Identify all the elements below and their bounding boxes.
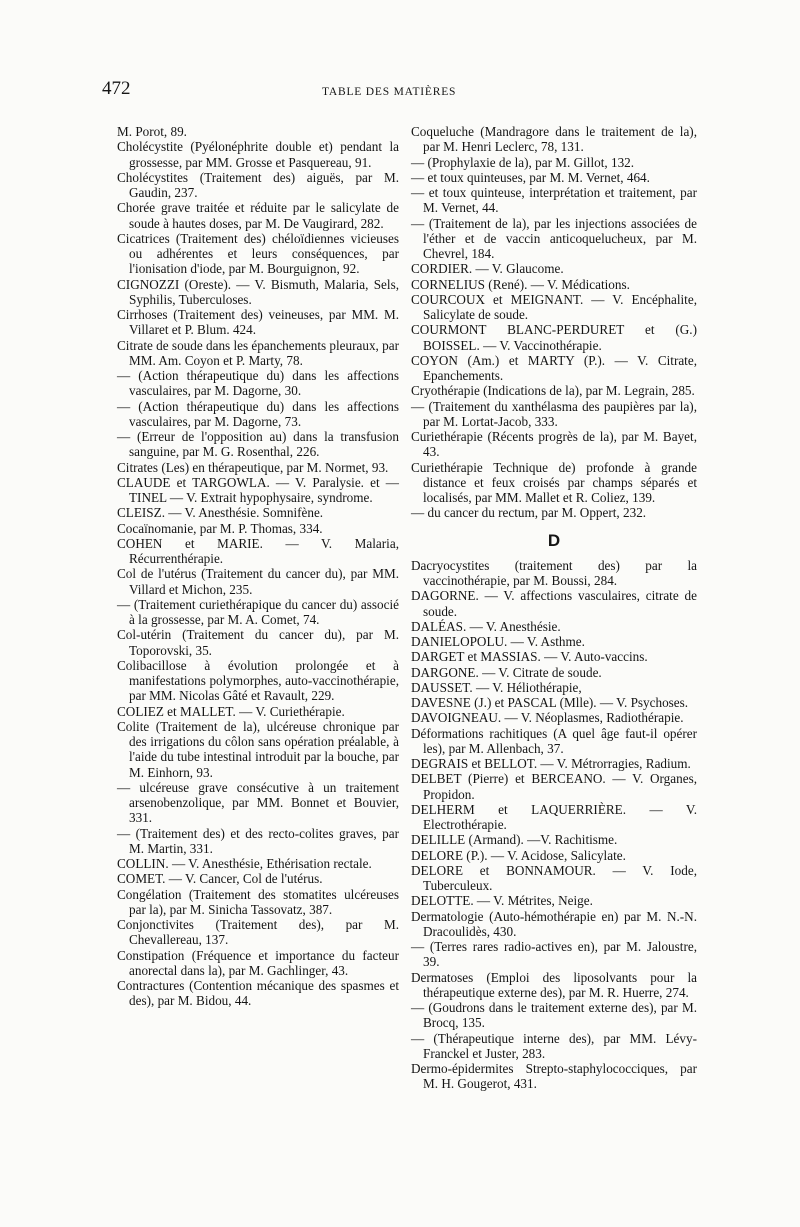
index-entry: DELORE et BONNAMOUR. — V. Iode, Tuberculeux. [411,862,697,893]
index-entry: M. Porot, 89. [117,124,187,139]
index-entry: Citrate de soude dans les épanchements pleuraux, par MM. Am. Coyon et P. Marty, 78. [117,337,399,368]
index-entry: — (Traitement curiethérapique du cancer du) associé à la grossesse, par M. A. Comet, 74. [117,596,399,627]
running-title: TABLE DES MATIÈRES [322,86,457,98]
index-entry: DAGORNE. — V. affections vasculaires, citrate de soude. [411,588,697,619]
index-entry: — et toux quinteuse, interprétation et traitement, par M. Vernet, 44. [411,185,697,216]
index-entry: Col-utérin (Traitement du cancer du), par M. Toporovski, 35. [117,627,399,658]
index-entry: Cirrhoses (Traitement des) veineuses, par MM. M. Villaret et P. Blum. 424. [117,307,399,338]
index-entry: Congélation (Traitement des stomatites ulcéreuses par la), par M. Sinicha Tassovatz, 387. [117,886,399,917]
index-entry: COLIEZ et MALLET. — V. Curiethérapie. [117,703,345,719]
index-entry: — (Traitement de la), par les injections associées de l'éther et de vaccin anticoquelucheux, par M. Chevrel, 184. [411,215,697,261]
index-entry: — (Action thérapeutique du) dans les affections vasculaires, par M. Dagorne, 30. [117,368,399,399]
index-entry: — (Goudrons dans le traitement externe des), par M. Brocq, 135. [411,1000,697,1031]
index-entry: Cicatrices (Traitement des) chéloïdiennes vicieuses ou adhérentes et leurs conséquences, par l'ionisation d'iode, par M. Bourguignon, 92. [117,230,399,277]
index-entry: Cholécystite (Pyélonéphrite double et) pendant la grossesse, par MM. Grosse et Pasquereau, 91. [117,139,399,170]
index-entry: Dermo-épidermites Strepto-staphylococciques, par M. H. Gougerot, 431. [411,1061,697,1092]
right-column [411,124,697,1092]
index-entry: DAVESNE (J.) et PASCAL (Mlle). — V. Psychoses. [411,695,689,710]
index-entry: DELORE (P.). — V. Acidose, Salicylate. [411,847,626,863]
right-column-c-entries [411,124,697,521]
index-entry: CORNELIUS (René). — V. Médications. [411,276,630,292]
index-entry: — (Action thérapeutique du) dans les affections vasculaires, par M. Dagorne, 73. [117,398,399,429]
index-entry: DAVOIGNEAU. — V. Néoplasmes, Radiothérapie. [411,710,684,726]
index-entry: DELOTTE. — V. Métrites, Neige. [411,893,593,909]
index-entry: CLAUDE et TARGOWLA. — V. Paralysie. et — TINEL — V. Extrait hypophysaire, syndrome. [117,474,399,505]
index-entry: — (Traitement des) et des recto-colites graves, par M. Martin, 331. [117,825,399,856]
index-entry: CIGNOZZI (Oreste). — V. Bismuth, Malaria, Sels, Syphilis, Tuberculoses. [117,276,399,307]
index-entry: Colite (Traitement de la), ulcéreuse chronique par des irrigations du côlon sans opération préalable, à l'aide du tube intestinal introduit par la bouche, par M. Einhorn, 93. [117,718,399,780]
index-entry: DARGONE. — V. Citrate de soude. [411,664,602,680]
index-entry: Col de l'utérus (Traitement du cancer du), par MM. Villard et Michon, 235. [117,566,399,597]
index-entry: Dermatologie (Auto-hémothérapie en) par M. N.-N. Dracoulidès, 430. [411,908,697,939]
index-entry: — et toux quinteuses, par M. M. Vernet, 464. [411,169,650,185]
right-column-d-entries [411,558,697,1092]
index-entry: CORDIER. — V. Glaucome. [411,261,564,277]
index-entry: Curiethérapie (Récents progrès de la), par M. Bayet, 43. [411,429,697,460]
index-entry: COMET. — V. Cancer, Col de l'utérus. [117,871,323,887]
index-entry: Cocaïnomanie, par M. P. Thomas, 334. [117,520,323,536]
index-entry: Cryothérapie (Indications de la), par M. Legrain, 285. [411,383,695,399]
index-entry: Coqueluche (Mandragore dans le traitement de la), par M. Henri Leclerc, 78, 131. [411,124,697,155]
index-entry: Dacryocystites (traitement des) par la vaccinothérapie, par M. Boussi, 284. [411,557,697,588]
index-entry: Déformations rachitiques (A quel âge faut-il opérer les), par M. Allenbach, 37. [411,725,697,756]
index-entry: DALÉAS. — V. Anesthésie. [411,618,561,634]
index-entry: — ulcéreuse grave consécutive à un traitement arsenobenzolique, par MM. Bonnet et Bouvier, 331. [117,779,399,826]
index-entry: COLLIN. — V. Anesthésie, Ethérisation rectale. [117,856,372,871]
index-entry: COURCOUX et MEIGNANT. — V. Encéphalite, Salicylate de soude. [411,291,697,322]
index-entry: Conjonctivites (Traitement des), par M. Chevallereau, 137. [117,917,399,948]
index-entry: — (Prophylaxie de la), par M. Gillot, 132. [411,154,635,170]
index-entry: COYON (Am.) et MARTY (P.). — V. Citrate, Epanchements. [411,352,697,383]
left-column [117,124,399,1009]
index-entry: Chorée grave traitée et réduite par le salicylate de soude à hautes doses, par M. De Vaugirard, 282. [117,200,399,231]
index-entry: COURMONT BLANC-PERDURET et (G.) BOISSEL. — V. Vaccinothérapie. [411,322,697,353]
index-entry: Colibacillose à évolution prolongée et à manifestations polymorphes, auto-vaccinothérapie, par MM. Nicolas Gâté et Ravault, 229. [117,657,399,704]
index-entry: Constipation (Fréquence et importance du facteur anorectal dans la), par M. Gachlinger, 43. [117,947,399,978]
index-entry: DELILLE (Armand). —V. Rachitisme. [411,832,618,848]
index-entry: Dermatoses (Emploi des liposolvants pour la thérapeutique externe des), par M. R. Huerre, 274. [411,969,697,1000]
index-entry: — du cancer du rectum, par M. Oppert, 232. [411,505,647,521]
index-entry: DEGRAIS et BELLOT. — V. Métrorragies, Radium. [411,756,691,771]
index-entry: DARGET et MASSIAS. — V. Auto-vaccins. [411,649,648,665]
index-entry: Citrates (Les) en thérapeutique, par M. Normet, 93. [117,459,389,475]
index-entry: DANIELOPOLU. — V. Asthme. [411,634,585,649]
index-entry: COHEN et MARIE. — V. Malaria, Récurrenthérapie. [117,535,399,566]
section-letter: D [547,530,561,550]
index-entry: Contractures (Contention mécanique des spasmes et des), par M. Bidou, 44. [117,978,399,1009]
index-entry: DELBET (Pierre) et BERCEANO. — V. Organes, Propidon. [411,771,697,802]
index-entry: — (Erreur de l'opposition au) dans la transfusion sanguine, par M. G. Rosenthal, 226. [117,429,399,460]
index-entry: Curiethérapie Technique de) profonde à grande distance et feux croisés par champs séparés et localisés, par MM. Mallet et R. Coliez, 139. [411,459,697,505]
page-number: 472 [102,78,131,99]
index-entry: — (Traitement du xanthélasma des paupières par la), par M. Lortat-Jacob, 333. [411,398,697,429]
index-entry: — (Thérapeutique interne des), par MM. Lévy-Franckel et Juster, 283. [411,1030,697,1061]
index-entry: — (Terres rares radio-actives en), par M. Jaloustre, 39. [411,939,697,970]
index-entry: CLEISZ. — V. Anesthésie. Somnifène. [117,505,324,521]
index-entry: DAUSSET. — V. Héliothérapie, [411,679,582,695]
index-entry: DELHERM et LAQUERRIÈRE. — V. Electrothérapie. [411,801,697,832]
index-entry: Cholécystites (Traitement des) aiguës, par M. Gaudin, 237. [117,169,399,200]
